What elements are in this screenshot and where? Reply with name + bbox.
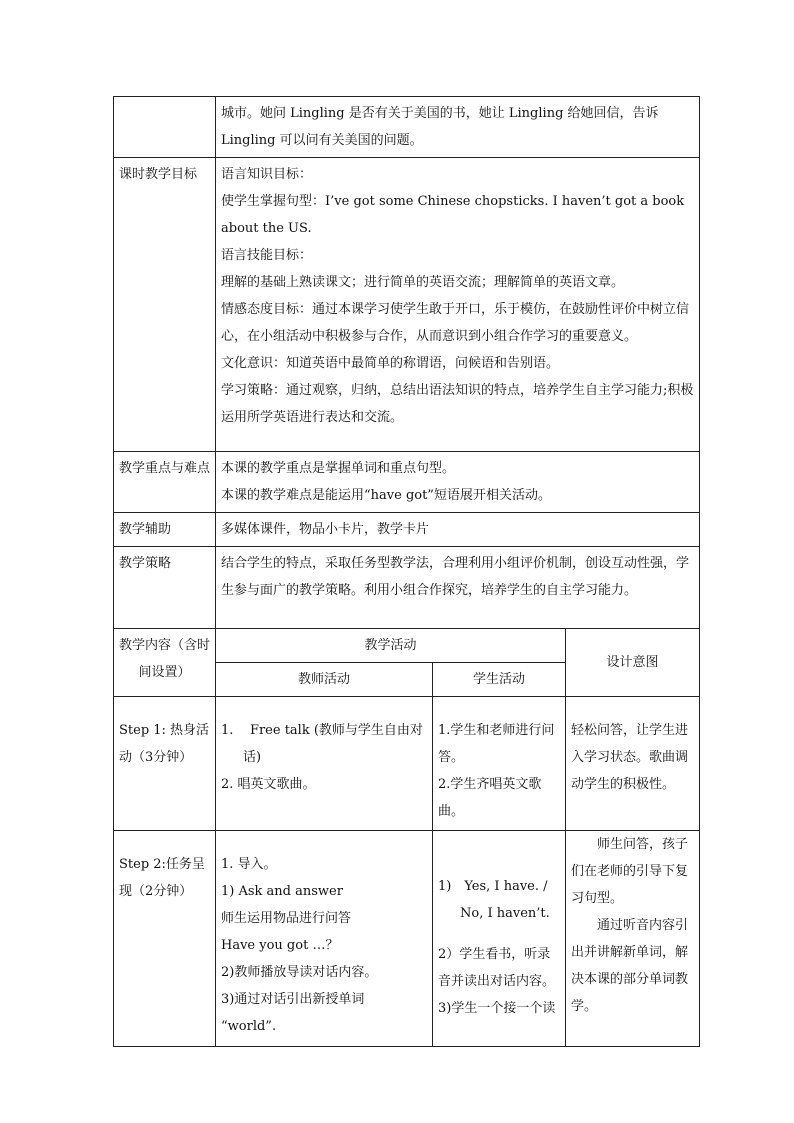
- row-header-top: [114, 629, 700, 663]
- step2-label: Step 2:任务呈现（2分钟）: [114, 831, 216, 1047]
- header-student: 学生活动: [433, 663, 566, 697]
- cell-goals: [216, 158, 700, 452]
- intro-line: 城市。她问 Lingling 是否有关于美国的书，她让 Lingling 给她回信，告诉: [221, 106, 659, 121]
- goal-line: 使学生掌握句型：I’ve got some Chinese chopsticks. I haven’t got a book about the US.: [221, 194, 685, 236]
- cell-keypoints: [216, 452, 700, 513]
- goal-line: 语言知识目标：: [221, 167, 313, 182]
- cell-strategy: 结合学生的特点，采取任务型教学法，合理利用小组评价机制，创设互动性强，学生参与面广的教学策略。利用小组合作探究，培养学生的自主学习能力。: [216, 547, 700, 629]
- step2-teacher: [216, 831, 433, 1047]
- step1-teacher-item: 2. 唱英文歌曲。: [221, 777, 316, 792]
- lesson-plan-table: [113, 96, 700, 1047]
- step2-teacher-line: “world”.: [221, 1019, 277, 1034]
- step1-teacher-item: [221, 717, 427, 771]
- step2-student-item: 3)学生一个接一个读: [438, 1001, 556, 1016]
- step2-teacher-line: 1) Ask and answer: [221, 884, 343, 899]
- step2-student: [433, 831, 566, 1047]
- step2-teacher-line: 师生运用物品进行问答: [221, 911, 352, 926]
- goal-line: 情感态度目标：通过本课学习使学生敢于开口，乐于模仿，在鼓励性评价中树立信心，在小组活动中积极参与合作，从而意识到小组合作学习的重要意义。: [221, 302, 690, 344]
- goal-line: 文化意识：知道英语中最简单的称谓语，问候语和告别语。: [221, 356, 560, 371]
- label-goals: 课时教学目标: [114, 158, 216, 452]
- step1-student: [433, 697, 566, 831]
- step2-teacher-line: 1. 导入。: [221, 857, 277, 872]
- step1-teacher-num: 1.: [221, 723, 234, 738]
- header-intent: 设计意图: [566, 629, 700, 697]
- goal-line: 语言技能目标：: [221, 248, 313, 263]
- step2-teacher-line: 2)教师播放导读对话内容。: [221, 965, 378, 980]
- cell-intro: [216, 97, 700, 158]
- step1-label: Step 1: 热身活动（3分钟）: [114, 697, 216, 831]
- cell-empty: [114, 97, 216, 158]
- header-teacher: 教师活动: [216, 663, 433, 697]
- step1-intent: 轻松问答，让学生进入学习状态。歌曲调动学生的积极性。: [566, 697, 700, 831]
- row-keypoints: [114, 452, 700, 513]
- row-step1: [114, 697, 700, 831]
- row-intro: [114, 97, 700, 158]
- step2-student-item: 2）学生看书，听录音并读出对话内容。: [438, 947, 556, 989]
- step1-student-item: 2.学生齐唱英文歌曲。: [438, 777, 542, 819]
- cell-aids: 多媒体课件，物品小卡片，教学卡片: [216, 513, 700, 547]
- label-keypoints: 教学重点与难点: [114, 452, 216, 513]
- header-content: 教学内容（含时间设置）: [114, 629, 216, 697]
- row-goals: [114, 158, 700, 452]
- row-strategy: [114, 547, 700, 629]
- label-aids: 教学辅助: [114, 513, 216, 547]
- step2-intent-para: 通过听音内容引出并讲解新单词，解决本课的部分单词教学。: [571, 918, 689, 1014]
- step1-teacher: [216, 697, 433, 831]
- goal-line: 学习策略：通过观察，归纳，总结出语法知识的特点，培养学生自主学习能力;积极运用所学英语进行表达和交流。: [221, 383, 694, 425]
- step1-student-item: 1.学生和老师进行问答。: [438, 723, 555, 765]
- row-step2: [114, 831, 700, 1047]
- step2-intent-para: 师生问答，孩子们在老师的引导下复习句型。: [571, 837, 689, 906]
- step2-teacher-line: Have you got …？: [221, 938, 339, 953]
- label-strategy: 教学策略: [114, 547, 216, 629]
- goal-line: 理解的基础上熟读课文；进行简单的英语交流；理解简单的英语文章。: [221, 275, 625, 290]
- step2-intent: [566, 831, 700, 1047]
- step2-student-item: 1) Yes, I have. / No, I haven’t.: [438, 879, 550, 921]
- step1-teacher-text: Free talk (教师与学生自由对话): [243, 723, 423, 765]
- row-aids: [114, 513, 700, 547]
- intro-line: Lingling 可以问有关美国的问题。: [221, 133, 423, 148]
- step2-teacher-line: 3)通过对话引出新授单词: [221, 992, 365, 1007]
- keypoint-line: 本课的教学重点是掌握单词和重点句型。: [221, 461, 456, 476]
- keypoint-line: 本课的教学难点是能运用“have got”短语展开相关活动。: [221, 488, 551, 503]
- header-activities: 教学活动: [216, 629, 566, 663]
